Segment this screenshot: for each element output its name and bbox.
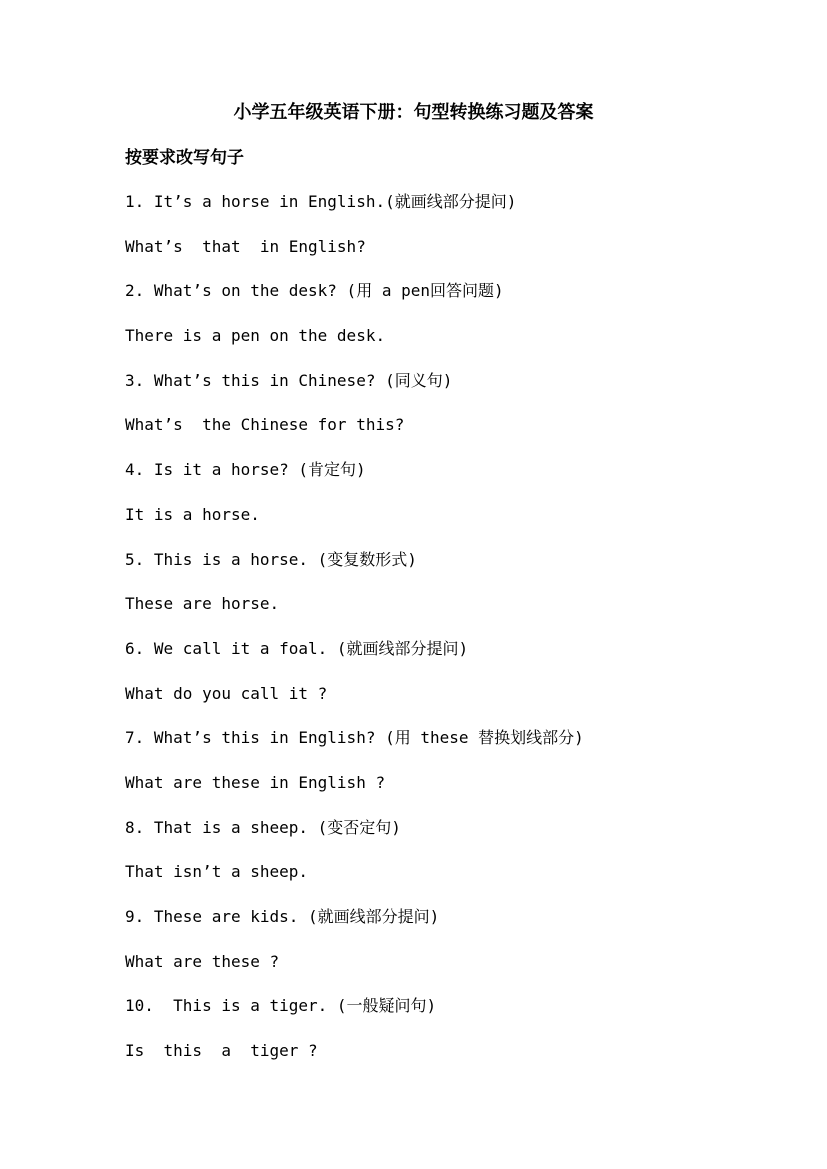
question-8: 8. That is a sheep. (变否定句) xyxy=(125,817,401,837)
question-2: 2. What’s on the desk? (用 a pen回答问题) xyxy=(125,281,504,301)
question-5: 5. This is a horse. (变复数形式) xyxy=(125,549,417,569)
question-7: 7. What’s this in English? (用 these 替换划线部分) xyxy=(125,728,584,748)
question-6: 6. We call it a foal. (就画线部分提问) xyxy=(125,638,469,658)
question-9: 9. These are kids. (就画线部分提问) xyxy=(125,907,440,926)
answer-9: What are these ? xyxy=(125,951,280,971)
question-1: 1. It’s a horse in English.(就画线部分提问) xyxy=(125,192,517,211)
question-4: 4. Is it a horse? (肯定句) xyxy=(125,460,366,480)
document-title: 小学五年级英语下册：句型转换练习题及答案 xyxy=(233,102,594,123)
answer-5: These are horse. xyxy=(125,594,280,614)
answer-4: It is a horse. xyxy=(125,504,260,524)
answer-3: What’s the Chinese for this? xyxy=(125,415,405,435)
answer-1: What’s that in English? xyxy=(125,236,366,256)
question-3: 3. What’s this in Chinese? (同义句) xyxy=(125,370,453,390)
exercise-list xyxy=(125,190,785,1084)
answer-6: What do you call it ? xyxy=(125,683,328,703)
answer-10: Is this a tiger ? xyxy=(125,1041,318,1061)
answer-7: What are these in English ? xyxy=(125,772,386,792)
section-heading: 按要求改写句子 xyxy=(125,148,244,168)
question-10: 10. This is a tiger. (一般疑问句) xyxy=(125,996,437,1016)
answer-2: There is a pen on the desk. xyxy=(125,326,386,346)
answer-8: That isn’t a sheep. xyxy=(125,862,309,882)
